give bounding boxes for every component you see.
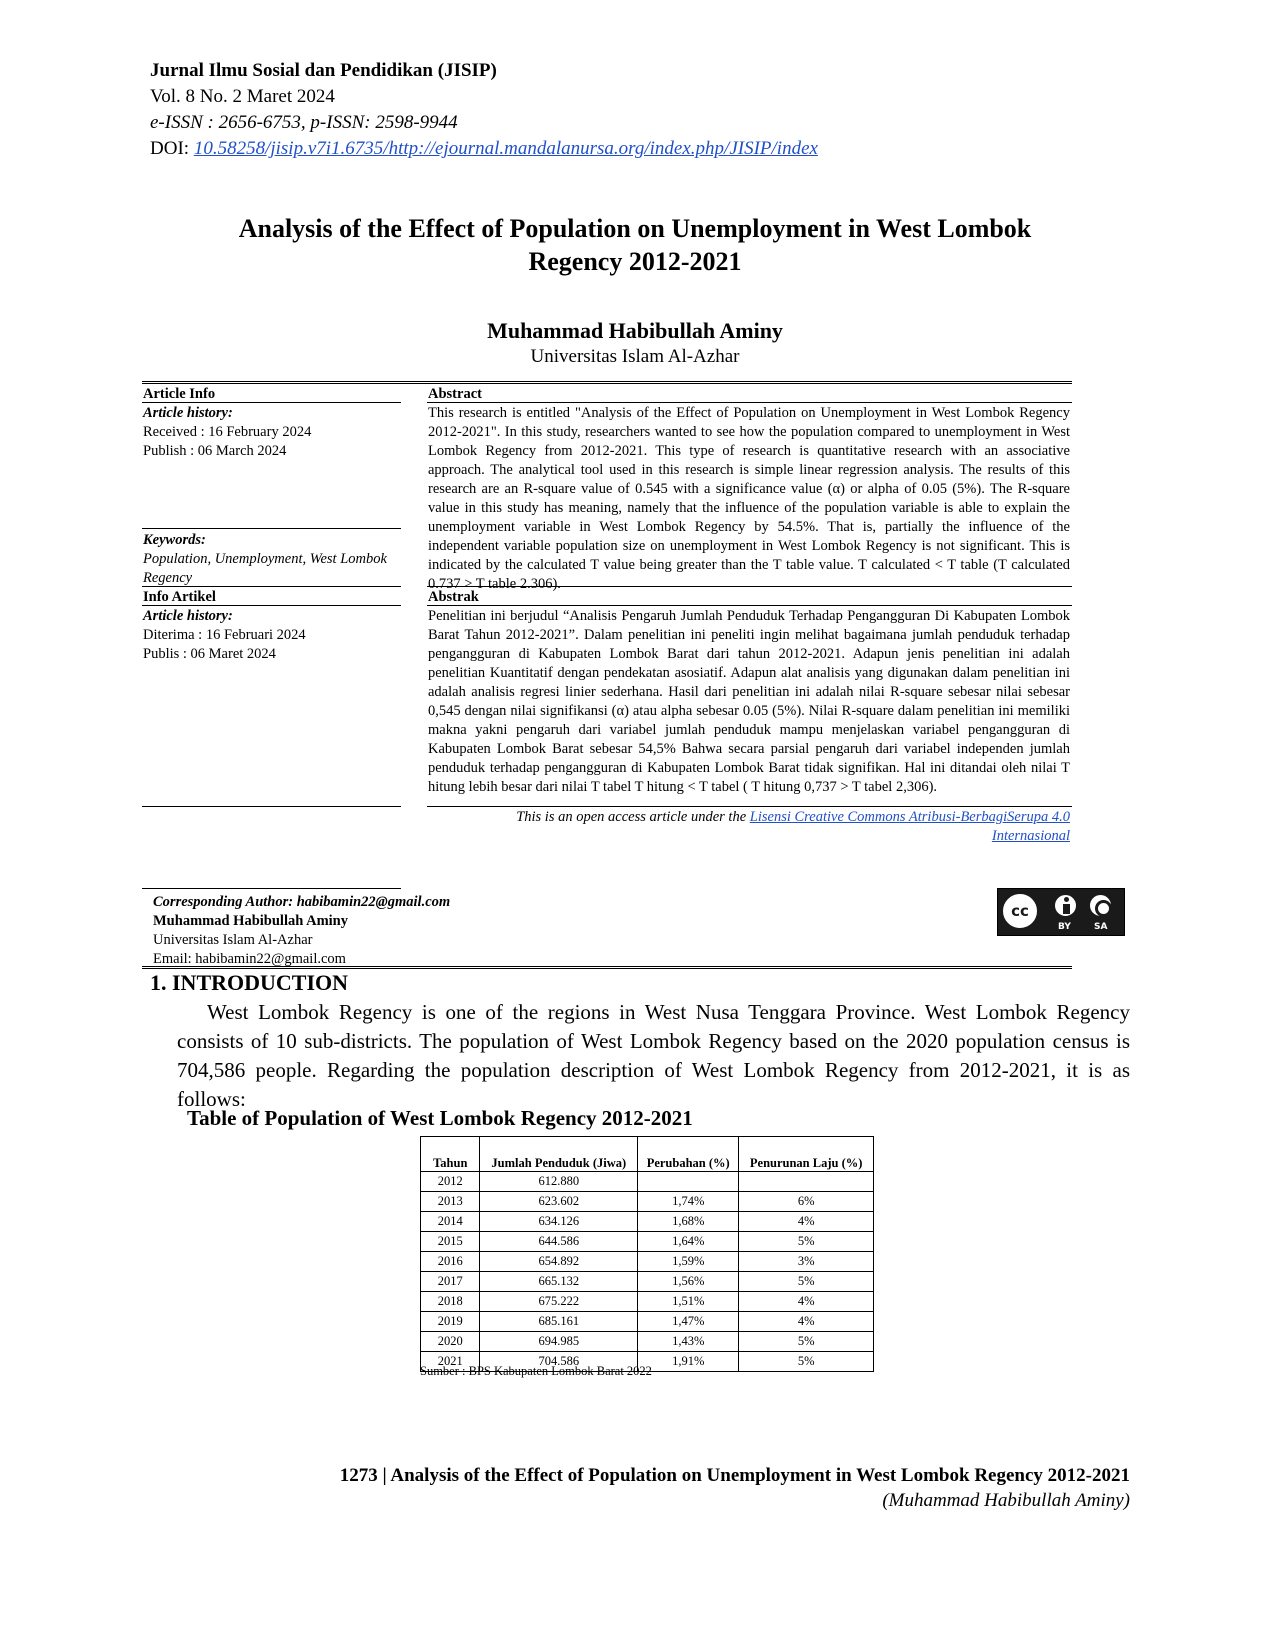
table-body	[421, 1172, 874, 1372]
cell-penurunan-laju: 4%	[739, 1292, 874, 1312]
by-label: BY	[1058, 922, 1071, 932]
cell-tahun: 2015	[421, 1232, 480, 1252]
corresponding-author-block	[153, 893, 753, 969]
cell-penurunan-laju: 3%	[739, 1252, 874, 1272]
table-row	[421, 1252, 874, 1272]
keywords-block	[143, 531, 401, 588]
cell-tahun: 2021	[421, 1352, 480, 1372]
cell-jumlah-penduduk: 694.985	[480, 1332, 638, 1352]
cc-glyph: cc	[1011, 902, 1029, 920]
cell-jumlah-penduduk: 685.161	[480, 1312, 638, 1332]
footer-author: (Muhammad Habibullah Aminy)	[882, 1490, 1130, 1511]
table-row	[421, 1292, 874, 1312]
abstract-heading: Abstract	[428, 386, 482, 402]
journal-name: Jurnal Ilmu Sosial dan Pendidikan (JISIP)	[150, 60, 497, 81]
sa-label: SA	[1094, 922, 1108, 932]
cell-perubahan: 1,59%	[638, 1252, 739, 1272]
doi-line	[150, 136, 1130, 162]
license-note	[428, 808, 1070, 846]
col-header-tahun: Tahun	[421, 1137, 480, 1172]
cell-penurunan-laju: 6%	[739, 1192, 874, 1212]
cell-jumlah-penduduk: 675.222	[480, 1292, 638, 1312]
col-header-penurunan-laju: Penurunan Laju (%)	[739, 1137, 874, 1172]
page-footer: 1273 | Analysis of the Effect of Population on Unemployment in West Lombok Regency 2012-2021	[339, 1465, 1130, 1486]
abstrak-heading: Abstrak	[428, 589, 479, 605]
publish-date: Publish : 06 March 2024	[143, 443, 287, 459]
license-link-line2[interactable]: Internasional	[991, 828, 1070, 844]
volume-info: Vol. 8 No. 2 Maret 2024	[150, 86, 335, 107]
corresponding-rule	[142, 888, 401, 889]
section-heading-introduction: 1. INTRODUCTION	[150, 970, 349, 995]
cell-tahun: 2014	[421, 1212, 480, 1232]
author-affiliation: Universitas Islam Al-Azhar	[530, 346, 740, 367]
publis-date: Publis : 06 Maret 2024	[143, 646, 276, 662]
cell-tahun: 2020	[421, 1332, 480, 1352]
table-row	[421, 1212, 874, 1232]
received-date: Received : 16 February 2024	[143, 424, 312, 440]
article-history-block	[143, 404, 401, 461]
col-header-jumlah-penduduk: Jumlah Penduduk (Jiwa)	[480, 1137, 638, 1172]
article-info-heading: Article Info	[143, 386, 216, 402]
corresponding-name: Muhammad Habibullah Aminy	[153, 913, 348, 929]
abstract-heading-rule	[427, 402, 1072, 403]
col-header-perubahan: Perubahan (%)	[638, 1137, 739, 1172]
table-header-row	[421, 1137, 874, 1172]
doi-link[interactable]: 10.58258/jisip.v7i1.6735/http://ejournal.mandalanursa.org/index.php/JISIP/index	[193, 138, 818, 159]
cell-perubahan: 1,64%	[638, 1232, 739, 1252]
info-artikel-heading-rule	[142, 605, 401, 606]
article-history-label: Article history:	[143, 405, 233, 421]
license-prefix: This is an open access article under the	[516, 809, 750, 825]
cell-tahun: 2019	[421, 1312, 480, 1332]
cell-tahun: 2017	[421, 1272, 480, 1292]
keywords-list: Population, Unemployment, West Lombok Regency	[143, 551, 387, 586]
sa-sharealike-icon	[1087, 892, 1114, 919]
table-row	[421, 1192, 874, 1212]
population-table	[420, 1136, 874, 1372]
table-title: Table of Population of West Lombok Regency 2012-2021	[187, 1106, 693, 1130]
cell-jumlah-penduduk: 612.880	[480, 1172, 638, 1192]
cell-perubahan: 1,74%	[638, 1192, 739, 1212]
cell-penurunan-laju: 5%	[739, 1352, 874, 1372]
cell-penurunan-laju: 4%	[739, 1312, 874, 1332]
cell-jumlah-penduduk: 634.126	[480, 1212, 638, 1232]
cell-penurunan-laju: 5%	[739, 1232, 874, 1252]
cell-perubahan: 1,56%	[638, 1272, 739, 1292]
cell-perubahan	[638, 1172, 739, 1192]
info-artikel-heading: Info Artikel	[143, 589, 216, 605]
cell-perubahan: 1,43%	[638, 1332, 739, 1352]
cell-perubahan: 1,51%	[638, 1292, 739, 1312]
corresponding-affiliation: Universitas Islam Al-Azhar	[153, 932, 313, 948]
corresponding-label: Corresponding Author: habibamin22@gmail.com	[153, 894, 451, 910]
paper-title	[140, 212, 1130, 278]
cell-perubahan: 1,68%	[638, 1212, 739, 1232]
table-row	[421, 1172, 874, 1192]
cell-tahun: 2013	[421, 1192, 480, 1212]
title-line-2: Regency 2012-2021	[528, 247, 742, 276]
cell-penurunan-laju: 4%	[739, 1212, 874, 1232]
cc-by-sa-badge[interactable]	[997, 888, 1125, 936]
table-row	[421, 1332, 874, 1352]
doi-label: DOI:	[150, 138, 194, 159]
cell-jumlah-penduduk: 665.132	[480, 1272, 638, 1292]
author-name: Muhammad Habibullah Aminy	[487, 318, 783, 343]
cc-icon	[1000, 891, 1040, 931]
table-row	[421, 1232, 874, 1252]
table-row	[421, 1312, 874, 1332]
info-top-rule	[142, 381, 1072, 384]
info-bottom-rule	[142, 966, 1072, 969]
cell-jumlah-penduduk: 654.892	[480, 1252, 638, 1272]
cell-jumlah-penduduk: 644.586	[480, 1232, 638, 1252]
journal-header	[150, 58, 1130, 162]
info-artikel-history-block	[143, 607, 401, 664]
cell-tahun: 2016	[421, 1252, 480, 1272]
abstrak-top-rule	[427, 586, 1072, 587]
issn-info: e-ISSN : 2656-6753, p-ISSN: 2598-9944	[150, 112, 458, 133]
abstract-text: This research is entitled "Analysis of the Effect of Population on Unemployment in West Lombok Regency 2012-2021". In this study, researchers wanted to see how the population compared to unemployment in West Lombok Regency from 2012-2021. This type of research is quantitative research with an associative approach. The analytical tool used in this research is simple linear regression analysis. The results of this research are an R-square value of 0.545 with a significance value (α) or alpha of 0.05 (5%). The R-square value in this study has meaning, namely that the influence of the population variable is able to explain the unemployment variable in West Lombok Regency by 54.5%. That is, partially the influence of the independent variable population size on unemployment in West Lombok Regency is not significant. This is indicated by the calculated T value being greater than the T table value. T calculated < T table (T calculated 0.737 > T table 2.306).	[428, 405, 1070, 592]
abstrak-bottom-rule	[427, 806, 1072, 807]
keywords-label: Keywords:	[143, 532, 206, 548]
diterima-date: Diterima : 16 Februari 2024	[143, 627, 306, 643]
introduction-paragraph: West Lombok Regency is one of the regions in West Nusa Tenggara Province. West Lombok Regency consists of 10 sub-districts. The population of West Lombok Regency based on the 2020 population census is 704,586 people. Regarding the population description of West Lombok Regency from 2012-2021, it is as follows:	[177, 1000, 1130, 1111]
abstrak-text: Penelitian ini berjudul “Analisis Pengaruh Jumlah Penduduk Terhadap Pengangguran Di Kabupaten Lombok Barat Tahun 2012-2021”. Dalam penelitian ini peneliti ingin melihat bagaimana jumlah penduduk terhadap pengangguran di Kabupaten Lombok Barat dari tahun 2012-2021. Adapun jenis penelitian ini adalah penelitian Kuantitatif dengan pendekatan asosiatif. Adapun alat analisis yang digunakan dalam penelitian ini adalah analisis regresi linier sederhana. Hasil dari penelitian ini adalah nilai R-square sebesar nilai sebesar 0,545 dengan nilai signifikansi (α) atau alpha sebesar 0.05 (5%). Nilai R-square dalam penelitian ini memiliki makna yakni pengaruh dari variabel jumlah penduduk mampu menjelaskan variabel pengangguran di Kabupaten Lombok Barat sebesar 54,5% Bahwa secara parsial pengaruh dari variabel independen jumlah penduduk terhadap pengangguran di Kabupaten Lombok Barat tidak signifikan. Hal ini ditandai oleh nilai T hitung lebih besar dari nilai T tabel T hitung < T tabel ( T hitung 0,737 > T tabel 2,306).	[428, 608, 1070, 795]
cell-penurunan-laju: 5%	[739, 1332, 874, 1352]
cell-tahun: 2012	[421, 1172, 480, 1192]
abstrak-heading-rule	[427, 605, 1072, 606]
cell-perubahan: 1,91%	[638, 1352, 739, 1372]
info-artikel-top-rule	[142, 586, 401, 587]
cell-jumlah-penduduk: 623.602	[480, 1192, 638, 1212]
table-source: Sumber : BPS Kabupaten Lombok Barat 2022	[420, 1364, 652, 1378]
keywords-rule	[142, 528, 401, 529]
cell-jumlah-penduduk: 704.586	[480, 1352, 638, 1372]
info-artikel-bottom-rule	[142, 806, 401, 807]
cell-tahun: 2018	[421, 1292, 480, 1312]
info-artikel-history-label: Article history:	[143, 608, 233, 624]
by-attribution-icon	[1052, 892, 1079, 919]
cell-penurunan-laju	[739, 1172, 874, 1192]
cell-penurunan-laju: 5%	[739, 1272, 874, 1292]
cell-perubahan: 1,47%	[638, 1312, 739, 1332]
title-line-1: Analysis of the Effect of Population on Unemployment in West Lombok	[238, 214, 1032, 243]
corresponding-email: Email: habibamin22@gmail.com	[153, 951, 346, 967]
table-row	[421, 1272, 874, 1292]
license-link[interactable]: Lisensi Creative Commons Atribusi-BerbagiSerupa 4.0	[749, 809, 1070, 825]
